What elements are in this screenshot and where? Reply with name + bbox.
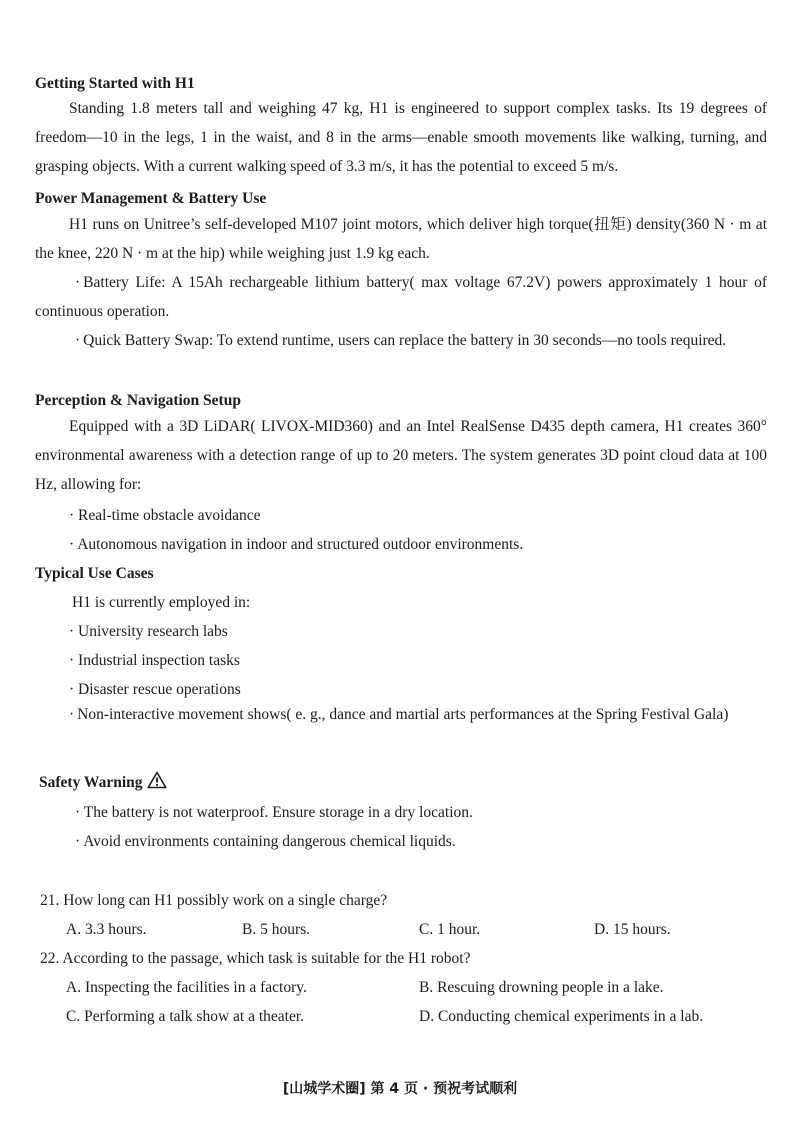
q22-option-c: C. Performing a talk show at a theater. [66,1008,305,1025]
bullet-dot: · [69,652,75,669]
q22-option-a: A. Inspecting the facilities in a factory. [66,979,307,996]
bullet-research-labs [69,622,228,642]
use-cases-intro: H1 is currently employed in: [72,594,251,611]
q22-option-b: B. Rescuing drowning people in a lake. [419,979,664,996]
bullet-dot: · [69,623,75,640]
bullet-avoid-chemicals [75,832,456,852]
bullet-dot: · [75,274,81,291]
bullet-text: University research labs [78,623,228,640]
page-footer: [山城学术圈] 第 4 页 · 预祝考试顺利 [282,1081,518,1097]
heading-power-management: Power Management & Battery Use [35,190,267,207]
para-getting-started: Standing 1.8 meters tall and weighing 47 kg, H1 is engineered to support complex tasks. Its 19 degrees of freedom—10 in the legs, 1 in the waist, and 8 in the arms—enable smooth movements like walking, turning, and grasping objects. With a current walking speed of 3.3 m/s, it has the potential to exceed 5 m/s. [35,100,767,175]
bullet-dot: · [69,507,75,524]
heading-safety-warning [39,771,167,795]
q22-option-d: D. Conducting chemical experiments in a lab. [419,1008,704,1025]
warning-triangle-icon [147,771,167,795]
bullet-dot: · [75,332,81,349]
bullet-disaster-rescue [69,680,241,700]
heading-perception: Perception & Navigation Setup [35,392,241,409]
bullet-not-waterproof [75,803,473,823]
bullet-text: The battery is not waterproof. Ensure storage in a dry location. [83,804,473,821]
bullet-text: Non-interactive movement shows( e. g., dance and martial arts performances at the Spring Festival Gala) [77,706,729,723]
bullet-battery-swap [35,326,767,355]
q21-option-b: B. 5 hours. [242,921,311,938]
bullet-text: Real-time obstacle avoidance [78,507,261,524]
bullet-autonomous-navigation [69,535,523,555]
bullet-text: Autonomous navigation in indoor and structured outdoor environments. [77,536,524,553]
bullet-obstacle-avoidance [69,506,261,526]
bullet-text: Industrial inspection tasks [78,652,240,669]
q21-option-c: C. 1 hour. [419,921,481,938]
question-22-stem: 22. According to the passage, which task is suitable for the H1 robot? [40,950,471,967]
bullet-text: Avoid environments containing dangerous chemical liquids. [83,833,456,850]
bullet-dot: · [69,681,75,698]
bullet-battery-life [35,268,767,326]
bullet-text: Disaster rescue operations [78,681,241,698]
bullet-text: Quick Battery Swap: To extend runtime, users can replace the battery in 30 seconds—no tools required. [83,332,727,349]
bullet-text: Battery Life: A 15Ah rechargeable lithium battery( max voltage 67.2V) powers approximately 1 hour of continuous operation. [35,274,767,320]
safety-heading-text: Safety Warning [39,774,143,791]
q21-option-d: D. 15 hours. [594,921,671,938]
para-perception: Equipped with a 3D LiDAR( LIVOX-MID360) and an Intel RealSense D435 depth camera, H1 creates 360° environmental awareness with a detection range of up to 20 meters. The system generates 3D point cloud data at 100 Hz, allowing for: [35,418,767,493]
q21-option-a: A. 3.3 hours. [66,921,147,938]
heading-use-cases: Typical Use Cases [35,565,154,582]
bullet-dot: · [75,804,81,821]
bullet-dot: · [69,706,75,723]
bullet-industrial-inspection [69,651,240,671]
heading-getting-started: Getting Started with H1 [35,75,195,92]
bullet-movement-shows [35,700,767,729]
para-power: H1 runs on Unitree’s self-developed M107 joint motors, which deliver high torque(扭矩) density(360 N · m at the knee, 220 N · m at the hip) while weighing just 1.9 kg each. [35,216,767,262]
question-21-stem: 21. How long can H1 possibly work on a single charge? [40,892,388,909]
bullet-dot: · [69,536,75,553]
bullet-dot: · [75,833,81,850]
